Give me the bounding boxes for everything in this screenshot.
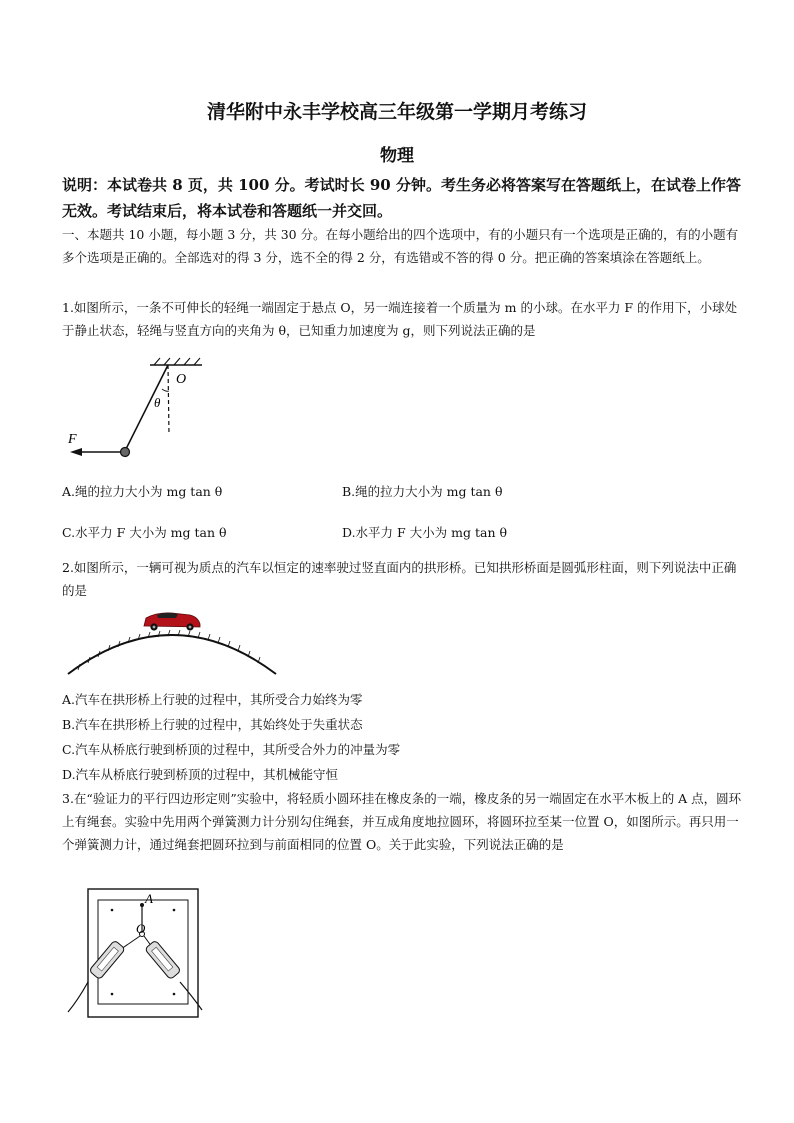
page-title: 清华附中永丰学校高三年级第一学期月考练习	[206, 101, 587, 123]
q1-label-theta: θ	[154, 395, 161, 410]
q1-option-d: D.水平力 F 大小为 mg tan θ	[342, 525, 507, 540]
q1-option-b: B.绳的拉力大小为 mg tan θ	[342, 484, 503, 499]
q1-pendulum-figure	[62, 355, 222, 465]
q1-label-F: F	[68, 432, 77, 447]
q2-option-a: A.汽车在拱形桥上行驶的过程中，其所受合力始终为零	[62, 692, 363, 707]
q1-option-c: C.水平力 F 大小为 mg tan θ	[62, 525, 227, 540]
question-3-stem: 3.在“验证力的平行四边形定则”实验中，将轻质小圆环挂在橡皮条的一端，橡皮条的另一端固定在水平木板上的 A 点，圆环上有绳套。实验中先用两个弹簧测力计分别勾住绳套，并互成角度地拉圆环，将圆环拉至某一位置 O，如图所示。再只用一个弹簧测力计，通过绳套把圆环拉到与前面相同的位置 O。关于此实验，下列说法正确的是	[62, 791, 742, 852]
q3-force-table-figure	[62, 886, 207, 1021]
q3-label-A: A	[145, 891, 153, 906]
q2-option-b: B.汽车在拱形桥上行驶的过程中，其始终处于失重状态	[62, 717, 363, 732]
section-1-instructions: 一、本题共 10 小题，每小题 3 分，共 30 分。在每小题给出的四个选项中，有的小题只有一个选项是正确的，有的小题有多个选项是正确的。全部选对的得 3 分，选不全的得 2 分，有选错或不答的得 0 分。把正确的答案填涂在答题纸上。	[62, 227, 739, 265]
q1-label-O: O	[176, 372, 187, 387]
q3-label-O: O	[136, 921, 146, 936]
car-icon	[144, 613, 200, 631]
q2-option-c: C.汽车从桥底行驶到桥顶的过程中，其所受合外力的冲量为零	[62, 742, 401, 757]
q2-option-d: D.汽车从桥底行驶到桥顶的过程中，其机械能守恒	[62, 767, 339, 782]
q2-arch-bridge-figure	[62, 606, 282, 678]
question-1-stem: 1.如图所示，一条不可伸长的轻绳一端固定于悬点 O，另一端连接着一个质量为 m 的小球。在水平力 F 的作用下，小球处于静止状态，轻绳与竖直方向的夹角为 θ，已知重力加速度为 g，则下列说法正确的是	[62, 300, 738, 338]
q1-option-a: A.绳的拉力大小为 mg tan θ	[62, 484, 223, 499]
subject-title: 物理	[380, 146, 414, 166]
question-2-stem: 2.如图所示，一辆可视为质点的汽车以恒定的速率驶过竖直面内的拱形桥。已知拱形桥面是圆弧形柱面，则下列说法中正确的是	[62, 560, 737, 598]
exam-instructions-note: 说明：本试卷共 8 页，共 100 分。考试时长 90 分钟。考生务必将答案写在答题纸上，在试卷上作答无效。考试结束后，将本试卷和答题纸一并交回。	[62, 176, 741, 220]
